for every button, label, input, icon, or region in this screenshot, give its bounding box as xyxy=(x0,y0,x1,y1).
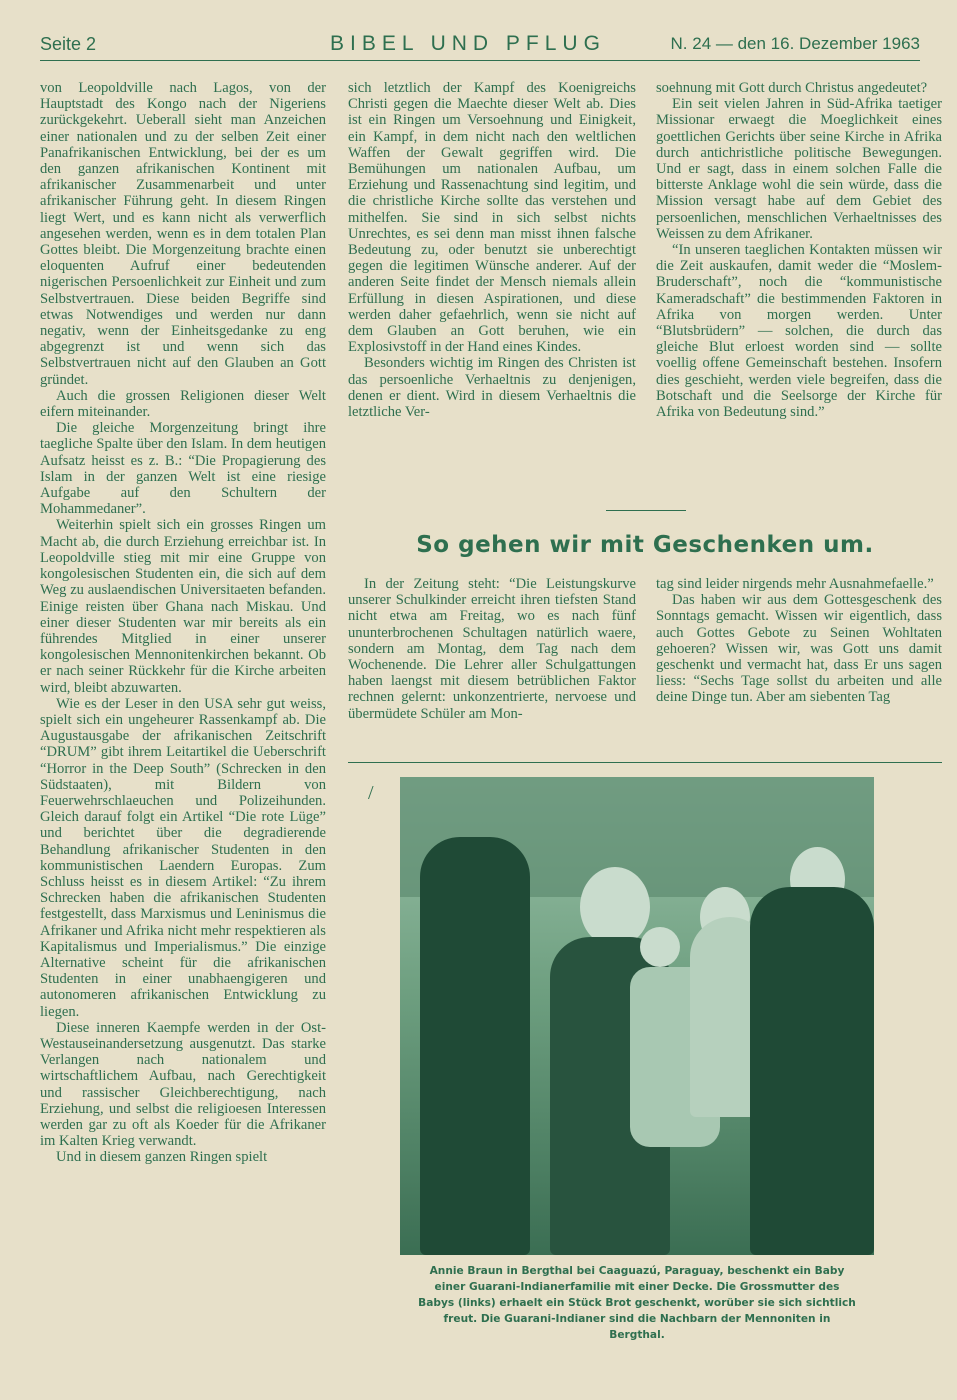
paragraph: Die gleiche Morgenzeitung bringt ihre taegliche Spalte über den Islam. In dem heutigen Aufsatz heisst es z. B.: “Die Propagierung des Islam in der ganzen Welt ist eine riesige Aufgabe auf den Schultern der Mohammedaner”. xyxy=(40,420,326,518)
caption-line: freut. Die Guarani-Indianer sind die Nachbarn der Mennoniten in xyxy=(443,1313,831,1325)
page-header xyxy=(40,34,920,60)
figure-man-hat xyxy=(750,887,874,1255)
photo-caption xyxy=(396,1263,878,1343)
masthead-title: BIBEL UND PFLUG xyxy=(330,32,606,55)
photo-guarani-family xyxy=(400,777,874,1255)
paragraph: Weiterhin spielt sich ein grosses Ringen um Macht ab, die durch Erziehung erreichbar ist. In Leopoldville stieg mit mir eine Gruppe von kongolesischen Studenten ein, die sich auf dem Weg zu auslaendischen Universitaeten befanden. Einige reisten über Ghana nach Miskau. Und einer dieser Studenten war mir bereits als ein führendes Mitglied in einer unserer kongolesischen Mennonitenkirchen bekannt. Ob er nach seiner Rückkehr für die Kirche arbeiten wird, bleibt abzuwarten. xyxy=(40,517,326,696)
margin-mark: / xyxy=(368,782,374,804)
paragraph: Ein seit vielen Jahren in Süd-Afrika taetiger Missionar erwaegt die Moeglichkeit eines goettlichen Gerichts über seine Kirche in Afrika durch antichristliche politische Bewegungen. Und er sagt, dass in einem solchen Falle die bitterste Anklage wohl die sein würde, dass die Mission versagt habe auf dem Gebiet des persoenlichen, menschlichen Verhaeltnisses des Weissen zu dem Afrikaner. xyxy=(656,96,942,242)
caption-line: Annie Braun in Bergthal bei Caaguazú, Paraguay, beschenkt ein Baby xyxy=(429,1265,845,1277)
paragraph: von Leopoldville nach Lagos, von der Hauptstadt des Kongo nach der Nigeriens zurückgekehrt. Ueberall sieht man Anzeichen einer nationalen und zu der selben Zeit einer Panafrikanischen Entwicklung, bei der es um den ganzen afrikanischen Kontinent mit afrikanischer Zusammenarbeit und unter afrikanischer Führung geht. In diesem Ringen liegt Wert, und es kann nicht als verwerflich angesehen werden, wenn es in dem totalen Plan Gottes bleibt. Die Morgenzeitung brachte einen eloquenten Aufruf einer bedeutenden nigerischen Persoenlichkeit zur Einheit und zum Selbstvertrauen. Diese beiden Begriffe sind etwas Notwendiges und werden nur dann negativ, wenn der Einheitsgedanke zu eng abgegrenzt ist und wenn sich das Selbstvertrauen nicht auf den Glauben an Gott gründet. xyxy=(40,80,326,388)
paragraph: sich letztlich der Kampf des Koenigreichs Christi gegen die Maechte dieser Welt ab. Dies ist ein Ringen um Versoehnung und Einigkeit, ein Kampf, in dem nicht nach den weltlichen Waffen der Gewalt gegriffen wird. Die Bemühungen um nationalen Aufbau, um Erziehung und Rassenachtung sind legitim, und die christliche Kirche sollte das verstehen und mithelfen. Sie sind in sich selbst nichts Unrechtes, es sei denn man misst ihnen falsche Bedeutung zu, oder benutzt sie unberechtigt gegen die legitimen Wünsche anderer. Auf der anderen Seite findet der Mensch niemals allein Erfüllung in diesen Aspirationen, und diese werden daher gefaehrlich, wenn sie nicht auf dem Glauben an Gott beruhen, wie ein Explosivstoff in der Hand eines Kindes. xyxy=(348,80,636,356)
column-2 xyxy=(348,80,636,420)
paragraph: Wie es der Leser in den USA sehr gut weiss, spielt sich ein ungeheurer Rassenkampf ab. Die Augustausgabe der afrikanischen Zeitschrift “DRUM” gibt ihrem Leitartikel die Ueberschrift “Horror in the Deep South” (Schrecken in den Südstaaten), mit Bildern von Feuerwehrschlaeuchen und Polizeihunden. Gleich darauf folgt ein Artikel “Die rote Lüge” und berichtet über die degradierende Behandlung afrikanischer Studenten in den kommunistischen Laendern Europas. Zum Schluss heisst es in diesem Artikel: “Zu ihrem Schrecken haben die afrikanischen Studenten festgestellt, dass Marxismus und Leninismus die Afrikaner und Afrika nicht mehr respektieren als Kapitalismus und Imperialismus.” Die einzige Alternative scheint für die afrikanischen Studenten in einer unabhaengigeren und autonomeren afrikanischen Entwicklung zu liegen. xyxy=(40,695,326,1020)
paragraph: Das haben wir aus dem Gottesgeschenk des Sonntags gemacht. Wissen wir eigentlich, dass auch Gottes Gebote zu Seinen Wohltaten gehoeren? Wissen wir, was Gott uns damit geschenkt und vermacht hat, dass Er uns sagen liess: “Sechs Tage sollst du arbeiten und alle deine Dinge tun. Aber am siebenten Tag xyxy=(656,592,942,706)
paragraph: In der Zeitung steht: “Die Leistungskurve unserer Schulkinder erreicht ihren tiefsten Stand nicht etwa am Freitag, wo es nach fünf ununterbrochenen Schultagen natürlich waere, sondern am Montag, dem Tag nach dem Wochenende. Die Lehrer aller Schulgattungen haben laengst mit diesem betrüblichen Faktor rechnen gelernt: unkonzentrierte, nervoese und übermüdete Schüler am Mon- xyxy=(348,576,636,722)
column-3 xyxy=(656,80,942,420)
caption-line: Babys (links) erhaelt ein Stück Brot geschenkt, worüber sie sich sichtlich xyxy=(418,1297,856,1309)
article-headline: So gehen wir mit Geschenken um. xyxy=(416,532,874,558)
article-column-1 xyxy=(348,576,636,722)
paragraph: Besonders wichtig im Ringen des Christen ist das persoenliche Verhaeltnis zu denjenigen, denen er dient. Wird in diesem Verhaeltnis die letztliche Ver- xyxy=(348,355,636,421)
section-divider xyxy=(606,510,686,511)
paragraph: Diese inneren Kaempfe werden in der Ost-Westauseinandersetzung ausgenutzt. Das starke Verlangen nach nationalem und wirtschaftlichem Aufbau, nach Gerechtigkeit und rassischer Gleichberechtigung, nach Erziehung, und selbst die religioesen Interessen werden gar zu oft als Koeder für die Afrikaner im Kalten Krieg verwandt. xyxy=(40,1019,326,1150)
paragraph: “In unseren taeglichen Kontakten müssen wir die Zeit auskaufen, damit weder die “Moslem-Bruderschaft”, noch die “kommunistische Kameradschaft” die bestimmenden Faktoren in Afrika von morgen werden. Unter “Blutsbrüdern” — solchen, die durch das gleiche Blut erloest worden sind — sollte voellig offene Gemeinschaft bestehen. Insofern dies geschieht, werden viele begreifen, dass die Botschaft und die Seelsorge der Kirche für Afrika von Bedeutung sind.” xyxy=(656,242,942,421)
page-number: Seite 2 xyxy=(40,34,97,54)
figure-grandmother xyxy=(420,837,530,1255)
paragraph: soehnung mit Gott durch Christus angedeutet? xyxy=(656,80,928,96)
paragraph: Und in diesem ganzen Ringen spielt xyxy=(56,1149,268,1166)
paragraph: tag sind leider nirgends mehr Ausnahmefaelle.” xyxy=(656,576,934,592)
article-column-2 xyxy=(656,576,942,706)
caption-line: einer Guarani-Indianerfamilie mit einer Decke. Die Grossmutter des xyxy=(434,1281,840,1293)
caption-line: Bergthal. xyxy=(609,1329,665,1341)
header-rule xyxy=(40,60,920,61)
column-1 xyxy=(40,80,326,1166)
issue-date: N. 24 — den 16. Dezember 1963 xyxy=(670,34,920,53)
paragraph: Auch die grossen Religionen dieser Welt eifern miteinander. xyxy=(40,387,326,421)
article-rule xyxy=(348,762,942,763)
